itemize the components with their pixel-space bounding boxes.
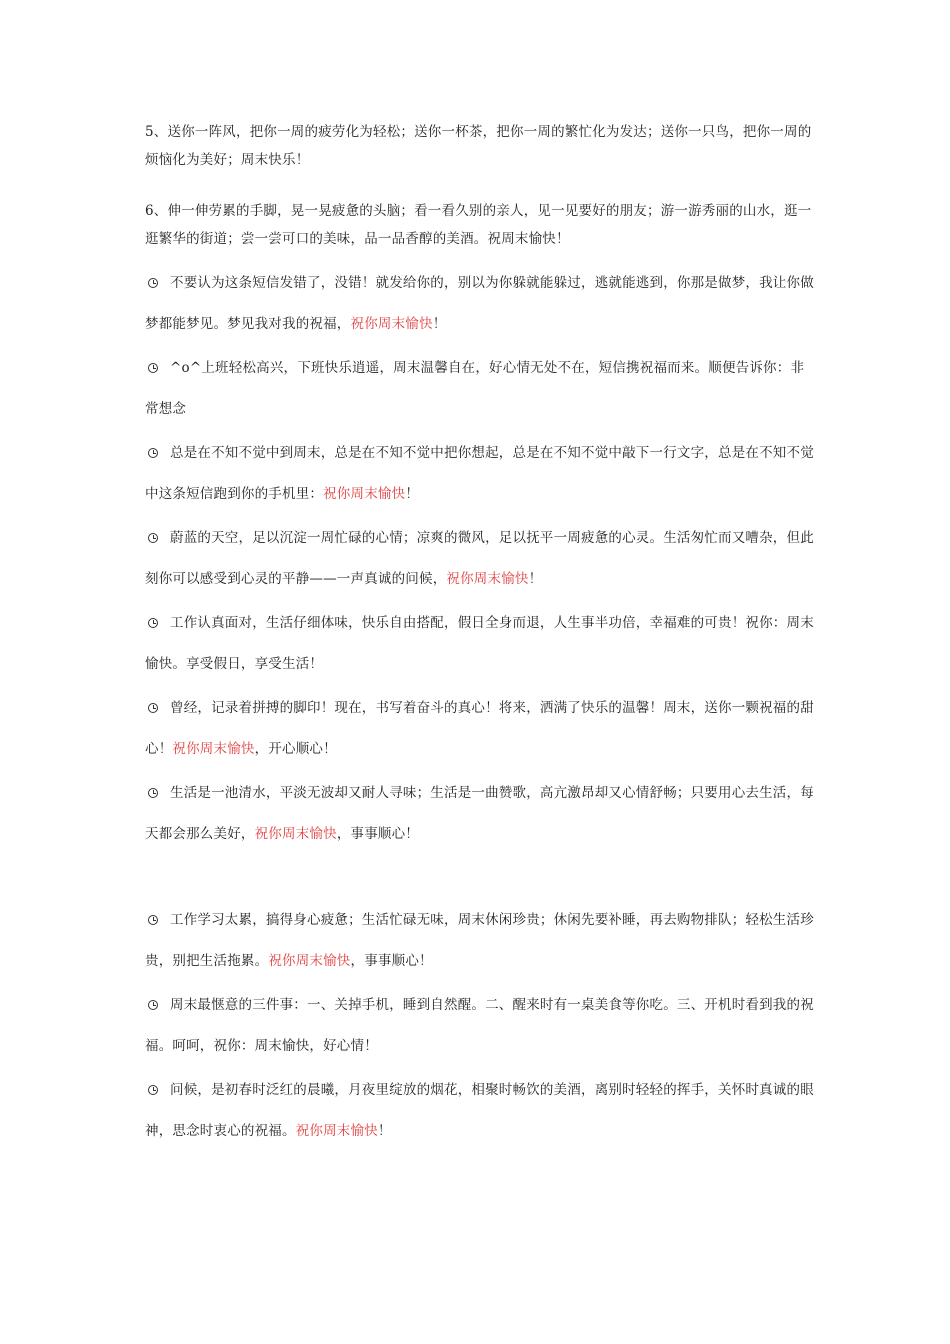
paragraph-text: 生活是一池清水，平淡无波却又耐人寻味；生活是一曲赞歌，高亢激昂却又心情舒畅；只要用心去生活，每天都会那么美好， <box>145 785 814 842</box>
highlight-text: 祝你周末愉快 <box>323 486 406 502</box>
highlight-text: 祝你周末愉快 <box>350 316 433 332</box>
wish-paragraph <box>145 1070 815 1152</box>
paragraph-text-end: ！ <box>432 316 447 332</box>
wish-paragraph <box>145 433 815 515</box>
paragraph-text-end: ，事事顺心！ <box>350 953 433 969</box>
paragraph-text: 总是在不知不觉中到周末，总是在不知不觉中把你想起，总是在不知不觉中敲下一行文字，总是在不知不觉中这条短信跑到你的手机里： <box>145 445 814 502</box>
clock-icon <box>148 1085 158 1095</box>
wish-paragraph <box>145 773 815 855</box>
paragraph-text-end: ！ <box>405 486 420 502</box>
document-body <box>145 118 815 1152</box>
highlight-text: 祝你周末愉快 <box>446 571 529 587</box>
wish-paragraph <box>145 688 815 770</box>
clock-icon <box>148 915 158 925</box>
paragraph-text-end: ！ <box>377 1123 392 1139</box>
wish-paragraph <box>145 603 815 685</box>
paragraph-text: 曾经，记录着拼搏的脚印！现在，书写着奋斗的真心！将来，洒满了快乐的温馨！周末，送你一颗祝福的甜心！ <box>145 700 814 757</box>
paragraph-text-end: ！ <box>528 571 543 587</box>
paragraph-text: ^o^上班轻松高兴，下班快乐逍遥，周末温馨自在，好心情无处不在，短信携祝福而来。顺便告诉你：非常想念 <box>145 360 805 417</box>
clock-icon <box>148 363 158 373</box>
clock-icon <box>148 278 158 288</box>
wish-paragraph <box>145 518 815 600</box>
highlight-text: 祝你周末愉快 <box>295 1123 378 1139</box>
paragraph-text-end: ，事事顺心！ <box>336 826 420 842</box>
clock-icon <box>148 448 158 458</box>
paragraph-5 <box>145 118 815 174</box>
paragraph-6 <box>145 197 815 253</box>
clock-icon <box>148 703 158 713</box>
clock-icon <box>148 618 158 628</box>
paragraph-text: 不要认为这条短信发错了，没错！就发给你的，别以为你躲就能躲过，逃就能逃到，你那是做梦，我让你做梦都能梦见。梦见我对我的祝福， <box>145 275 814 332</box>
wish-paragraph <box>145 348 815 430</box>
clock-icon <box>148 1000 158 1010</box>
paragraph-text: 5、送你一阵风，把你一周的疲劳化为轻松；送你一杯茶，把你一周的繁忙化为发达；送你一只鸟，把你一周的烦恼化为美好；周末快乐！ <box>145 124 812 168</box>
paragraph-text: 蔚蓝的天空，足以沉淀一周忙碌的心情；凉爽的微风，足以抚平一周疲惫的心灵。生活匆忙而又嘈杂，但此刻你可以感受到心灵的平静——一声真诚的问候， <box>145 530 814 587</box>
wish-paragraph <box>145 263 815 345</box>
clock-icon <box>148 533 158 543</box>
wish-paragraph <box>145 900 815 982</box>
wish-paragraph <box>145 985 815 1067</box>
paragraph-text: 工作学习太累，搞得身心疲惫；生活忙碌无味，周末休闲珍贵；休闲先要补睡，再去购物排队；轻松生活珍贵，别把生活拖累。 <box>145 912 814 969</box>
highlight-text: 祝你周末愉快 <box>254 826 337 842</box>
highlight-text: 祝你周末愉快 <box>268 953 351 969</box>
paragraph-text: 工作认真面对，生活仔细体味，快乐自由搭配，假日全身而退，人生事半功倍，幸福难的可贵！祝你：周末愉快。享受假日，享受生活！ <box>145 615 814 672</box>
highlight-text: 祝你周末愉快 <box>172 741 255 757</box>
clock-icon <box>148 788 158 798</box>
paragraph-text-end: ，开心顺心！ <box>254 741 337 757</box>
paragraph-text: 问候，是初春时泛红的晨曦，月夜里绽放的烟花，相聚时畅饮的美酒，离别时轻轻的挥手，关怀时真诚的眼神，思念时衷心的祝福。 <box>145 1082 814 1139</box>
paragraph-text: 6、伸一伸劳累的手脚，晃一晃疲惫的头脑；看一看久别的亲人，见一见要好的朋友；游一游秀丽的山水，逛一逛繁华的街道；尝一尝可口的美味，品一品香醇的美酒。祝周末愉快！ <box>145 203 812 247</box>
paragraph-text: 周末最惬意的三件事：一、关掉手机，睡到自然醒。二、醒来时有一桌美食等你吃。三、开机时看到我的祝福。呵呵，祝你：周末愉快，好心情！ <box>145 997 814 1054</box>
